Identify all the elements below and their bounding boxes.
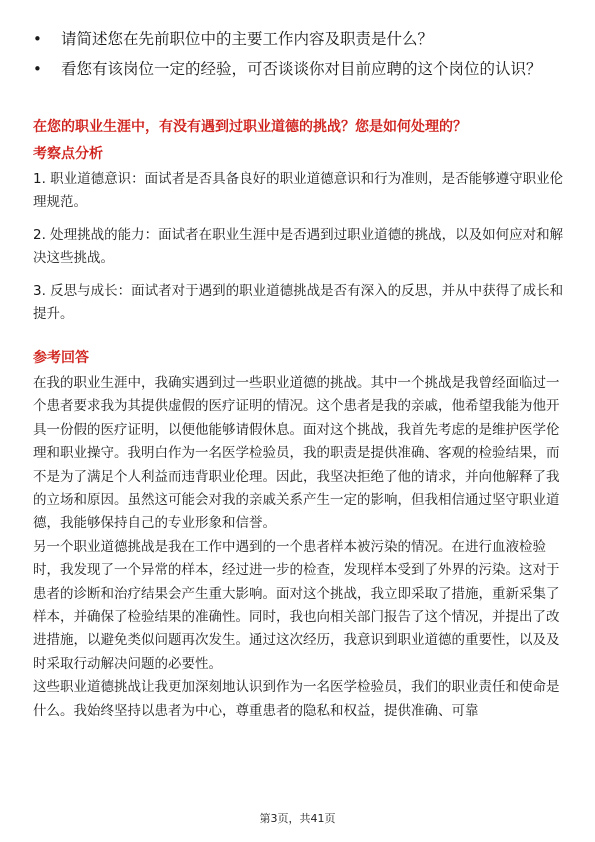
bullet-list — [33, 26, 563, 86]
answer-paragraph: 这些职业道德挑战让我更加深刻地认识到作为一名医学检验员，我们的职业责任和使命是什么。我始终坚持以患者为中心，尊重患者的隐私和权益，提供准确、可靠 — [33, 679, 560, 719]
bullet-dot-icon: • — [33, 30, 42, 48]
list-item — [33, 26, 563, 52]
analysis-item: 1. 职业道德意识：面试者是否具备良好的职业道德意识和行为准则，是否能够遵守职业伦理规范。 — [33, 171, 564, 210]
answer-paragraph: 在我的职业生涯中，我确实遇到过一些职业道德的挑战。其中一个挑战是我曾经面临过一个患者要求我为其提供虚假的医疗证明的情况。这个患者是我的亲戚，他希望我能为他开具一份假的医疗证明，以便他能够请假休息。面对这个挑战，我首先考虑的是维护医学伦理和职业操守。我明白作为一名医学检验员，我的职责是提供准确、客观的检验结果，而不是为了满足个人利益而违背职业伦理。因此，我坚决拒绝了他的请求，并向他解释了我的立场和原因。虽然这可能会对我的亲戚关系产生一定的影响，但我相信通过坚守职业道德，我能够保持自己的专业形象和信誉。 — [33, 375, 560, 532]
bullet-dot-icon: • — [33, 60, 42, 78]
answer-paragraph: 另一个职业道德挑战是我在工作中遇到的一个患者样本被污染的情况。在进行血液检验时，我发现了一个异常的样本，经过进一步的检查，发现样本受到了外界的污染。这对于患者的诊断和治疗结果会产生重大影响。面对这个挑战，我立即采取了措施，重新采集了样本，并确保了检验结果的准确性。同时，我也向相关部门报告了这个情况，并提出了改进措施，以避免类似问题再次发生。通过这次经历，我意识到职业道德的重要性，以及及时采取行动解决问题的必要性。 — [33, 538, 560, 672]
analysis-item: 2. 处理挑战的能力：面试者在职业生涯中是否遇到过职业道德的挑战，以及如何应对和解决这些挑战。 — [33, 227, 564, 266]
analysis-heading: 考察点分析 — [33, 146, 103, 162]
answer-heading: 参考回答 — [33, 350, 89, 366]
analysis-list — [33, 168, 565, 336]
answer-body — [33, 372, 565, 723]
list-item — [33, 56, 563, 82]
question-heading: 在您的职业生涯中，有没有遇到过职业道德的挑战？您是如何处理的？ — [33, 119, 467, 135]
analysis-item: 3. 反思与成长：面试者对于遇到的职业道德挑战是否有深入的反思，并从中获得了成长和提升。 — [33, 283, 564, 322]
bullet-text: 看您有该岗位一定的经验，可否谈谈你对目前应聘的这个岗位的认识？ — [61, 60, 542, 78]
page-number: 第3页，共41页 — [259, 812, 336, 825]
bullet-text: 请简述您在先前职位中的主要工作内容及职责是什么？ — [61, 30, 434, 48]
